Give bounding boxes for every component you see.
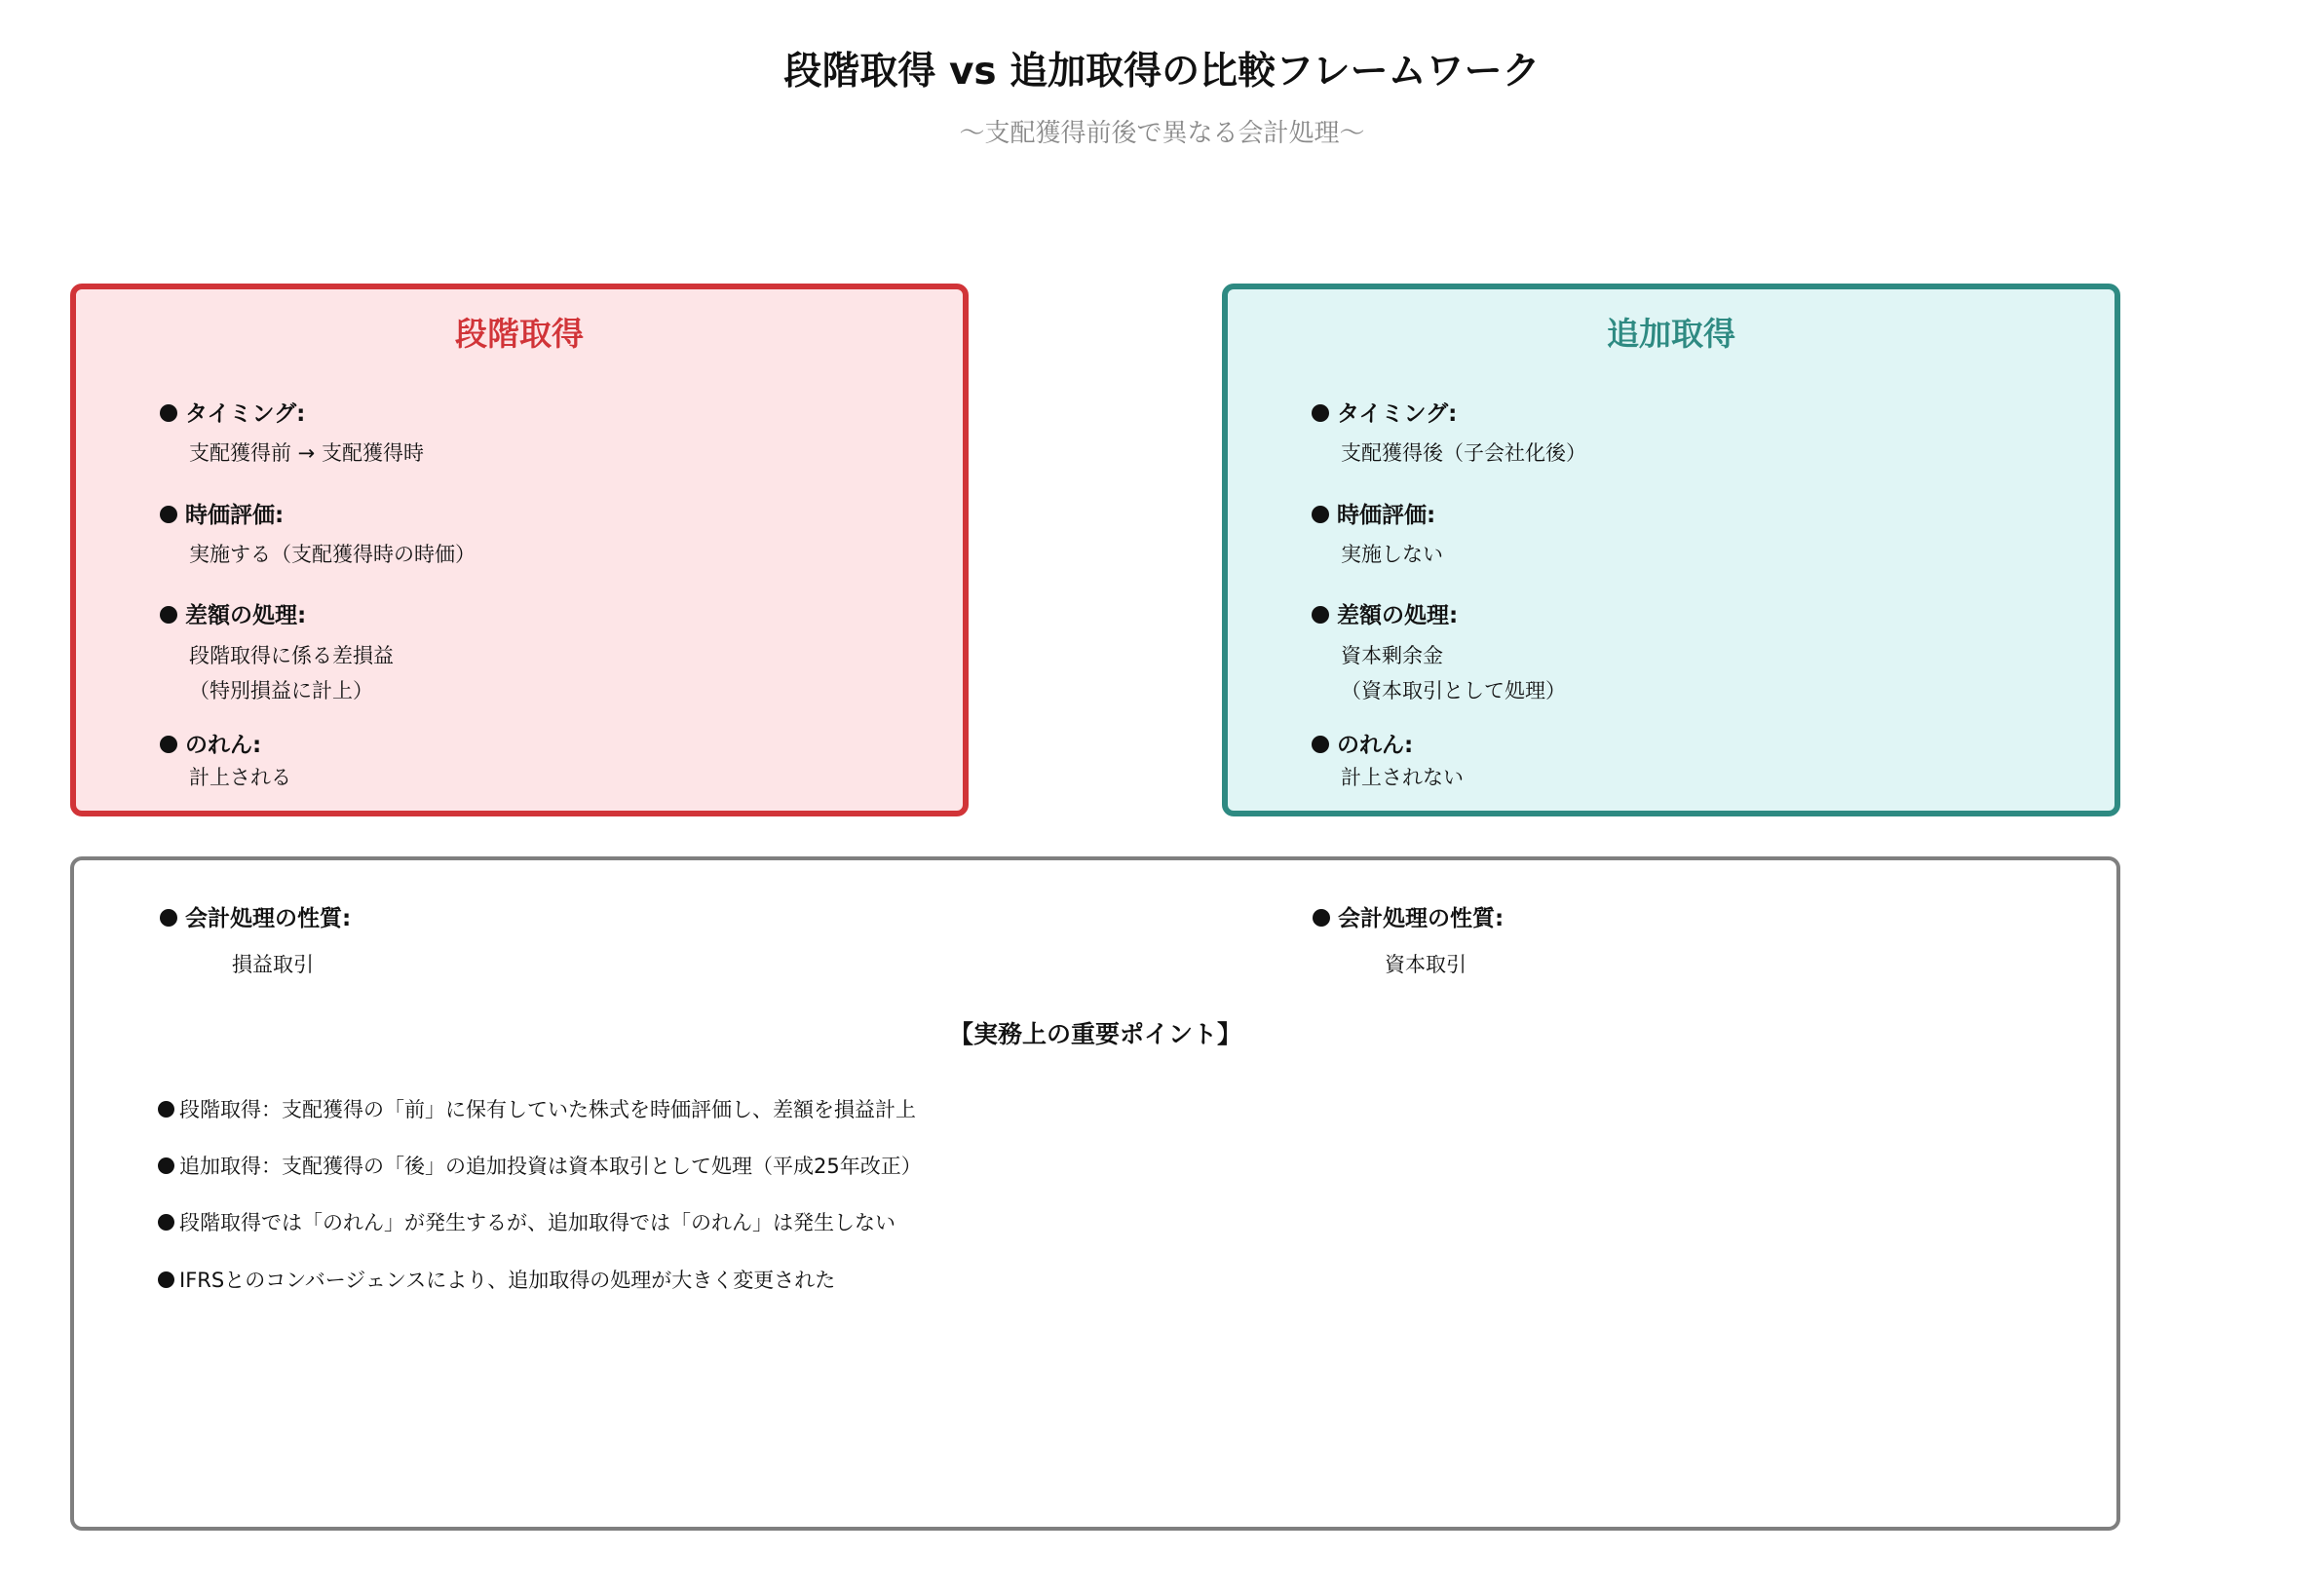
bullet-icon <box>158 1214 174 1231</box>
additional-acquisition-box <box>1222 284 2120 816</box>
fair-value-label: 時価評価: <box>1312 500 1435 531</box>
difference-value: 段階取得に係る差損益 （特別損益に計上） <box>189 644 394 702</box>
key-point-item: 段階取得では「のれん」が発生するが、追加取得では「のれん」は発生しない <box>158 1207 895 1238</box>
bullet-icon <box>1313 909 1330 927</box>
bullet-icon <box>1312 736 1329 753</box>
fair-value-value: 実施する（支配獲得時の時価） <box>189 543 476 566</box>
goodwill-value: 計上されない <box>1341 766 1464 789</box>
bullet-icon <box>160 606 177 624</box>
key-point-item: IFRSとのコンバージェンスにより、追加取得の処理が大きく変更された <box>158 1265 835 1296</box>
page-title: 段階取得 vs 追加取得の比較フレームワーク <box>783 50 1541 94</box>
bullet-icon <box>1312 606 1329 624</box>
timing-label: タイミング: <box>1312 398 1457 430</box>
fair-value-value: 実施しない <box>1341 543 1443 566</box>
right-nature-value: 資本取引 <box>1385 953 1467 976</box>
right-nature-label: 会計処理の性質: <box>1313 903 1504 934</box>
bullet-icon <box>160 909 177 927</box>
timing-value: 支配獲得後（子会社化後） <box>1341 441 1586 465</box>
bullet-icon <box>160 404 177 422</box>
left-nature-label: 会計処理の性質: <box>160 903 351 934</box>
goodwill-value: 計上される <box>189 766 291 789</box>
bullet-icon <box>160 506 177 523</box>
stepwise-acquisition-heading: 段階取得 <box>455 315 584 353</box>
additional-acquisition-heading: 追加取得 <box>1607 315 1735 353</box>
key-points-title: 【実務上の重要ポイント】 <box>948 1020 1241 1048</box>
goodwill-label: のれん: <box>1312 730 1413 761</box>
bullet-icon <box>1312 404 1329 422</box>
bullet-icon <box>158 1271 174 1288</box>
difference-label: 差額の処理: <box>160 600 306 631</box>
difference-value: 資本剰余金 （資本取引として処理） <box>1341 644 1566 702</box>
difference-label: 差額の処理: <box>1312 600 1458 631</box>
bullet-icon <box>158 1157 174 1174</box>
left-nature-value: 損益取引 <box>232 953 314 976</box>
comparison-summary-box <box>70 856 2120 1531</box>
goodwill-label: のれん: <box>160 730 261 761</box>
key-point-item: 追加取得：支配獲得の「後」の追加投資は資本取引として処理（平成25年改正） <box>158 1151 922 1182</box>
stepwise-acquisition-box <box>70 284 969 816</box>
bullet-icon <box>160 736 177 753</box>
fair-value-label: 時価評価: <box>160 500 284 531</box>
bullet-icon <box>158 1101 174 1118</box>
timing-label: タイミング: <box>160 398 305 430</box>
bullet-icon <box>1312 506 1329 523</box>
timing-value: 支配獲得前 → 支配獲得時 <box>189 441 424 465</box>
key-point-item: 段階取得：支配獲得の「前」に保有していた株式を時価評価し、差額を損益計上 <box>158 1094 916 1125</box>
page-subtitle: ～支配獲得前後で異なる会計処理～ <box>959 119 1365 148</box>
